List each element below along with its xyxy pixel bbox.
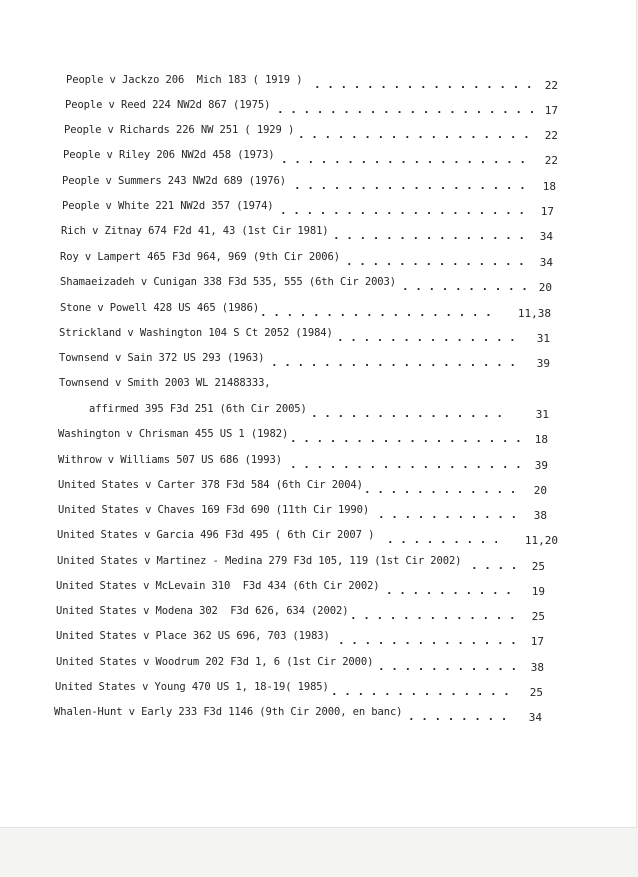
authority-entry bbox=[56, 629, 544, 651]
case-citation: People v Richards 226 NW 251 ( 1929 ) bbox=[64, 124, 295, 136]
authority-entry bbox=[64, 123, 558, 145]
page-reference: 17 bbox=[530, 635, 544, 648]
authority-entry bbox=[59, 351, 550, 373]
dot-leader bbox=[290, 432, 522, 446]
authority-entry bbox=[66, 73, 558, 95]
dot-leader bbox=[333, 229, 525, 243]
case-citation: United States v Place 362 US 696, 703 (1983) bbox=[56, 630, 330, 642]
case-citation: United States v Carter 378 F3d 584 (6th Cir 2004) bbox=[58, 479, 363, 491]
case-citation: People v Riley 206 NW2d 458 (1973) bbox=[63, 149, 275, 161]
page-reference: 39 bbox=[536, 357, 550, 370]
case-citation: People v Summers 243 NW2d 689 (1976) bbox=[62, 175, 286, 187]
page-reference: 11,38 bbox=[517, 307, 551, 320]
page-reference: 25 bbox=[529, 686, 543, 699]
dot-leader bbox=[277, 103, 543, 117]
dot-leader bbox=[260, 306, 500, 320]
case-citation: People v Reed 224 NW2d 867 (1975) bbox=[65, 99, 271, 111]
authority-entry bbox=[59, 326, 550, 348]
dot-leader bbox=[294, 179, 528, 193]
authority-entry bbox=[56, 655, 544, 677]
dot-leader bbox=[298, 128, 528, 142]
case-citation: Townsend v Smith 2003 WL 21488333, bbox=[59, 377, 271, 389]
case-citation: United States v Woodrum 202 F3d 1, 6 (1st Cir 2000) bbox=[56, 656, 374, 668]
page-reference: 22 bbox=[544, 129, 558, 142]
case-citation: United States v Martinez - Medina 279 F3d 105, 119 (1st Cir 2002) bbox=[57, 555, 462, 567]
case-citation: Rich v Zitnay 674 F2d 41, 43 (1st Cir 1981) bbox=[61, 225, 329, 237]
authority-entry bbox=[62, 174, 556, 196]
authority-entry bbox=[54, 705, 542, 727]
page-reference: 18 bbox=[542, 180, 556, 193]
page-reference: 17 bbox=[540, 205, 554, 218]
dot-leader bbox=[408, 710, 516, 724]
page-reference: 31 bbox=[536, 332, 550, 345]
page-reference: 34 bbox=[539, 256, 553, 269]
dot-leader bbox=[280, 204, 526, 218]
dot-leader bbox=[378, 660, 518, 674]
case-citation: People v Jackzo 206 Mich 183 ( 1919 ) bbox=[66, 74, 303, 86]
case-citation: United States v Garcia 496 F3d 495 ( 6th Cir 2007 ) bbox=[57, 529, 375, 541]
page-reference: 22 bbox=[544, 154, 558, 167]
page-reference: 34 bbox=[539, 230, 553, 243]
dot-leader bbox=[271, 356, 521, 370]
case-citation: Townsend v Sain 372 US 293 (1963) bbox=[59, 352, 265, 364]
dot-leader bbox=[346, 255, 526, 269]
authority-entry bbox=[56, 579, 545, 601]
authority-entry bbox=[60, 301, 551, 323]
dot-leader bbox=[364, 483, 522, 497]
case-citation: Whalen-Hunt v Early 233 F3d 1146 (9th Cir 2000, en banc) bbox=[54, 706, 403, 718]
page-reference: 31 bbox=[535, 408, 549, 421]
dot-leader bbox=[290, 458, 522, 472]
dot-leader bbox=[311, 407, 511, 421]
authority-entry bbox=[65, 98, 558, 120]
case-citation: People v White 221 NW2d 357 (1974) bbox=[62, 200, 274, 212]
authority-entry bbox=[56, 604, 545, 626]
page-reference: 18 bbox=[534, 433, 548, 446]
page-reference: 25 bbox=[531, 610, 545, 623]
page-reference: 17 bbox=[544, 104, 558, 117]
page-reference: 20 bbox=[538, 281, 552, 294]
authority-entry bbox=[61, 224, 553, 246]
case-citation: Roy v Lampert 465 F3d 964, 969 (9th Cir 2006) bbox=[60, 251, 340, 263]
case-citation: Withrow v Williams 507 US 686 (1993) bbox=[58, 454, 282, 466]
dot-leader bbox=[331, 685, 517, 699]
authority-entry bbox=[62, 199, 554, 221]
authority-entry bbox=[55, 680, 543, 702]
page-reference: 25 bbox=[531, 560, 545, 573]
page-reference: 38 bbox=[533, 509, 547, 522]
dot-leader bbox=[281, 153, 529, 167]
authority-entry bbox=[57, 528, 558, 550]
authority-entry bbox=[59, 376, 550, 398]
case-citation: Stone v Powell 428 US 465 (1986) bbox=[60, 302, 260, 314]
dot-leader bbox=[386, 584, 518, 598]
dot-leader bbox=[387, 533, 497, 547]
dot-leader bbox=[402, 280, 532, 294]
authority-entry bbox=[60, 250, 553, 272]
page-reference: 11,20 bbox=[524, 534, 558, 547]
authority-entry bbox=[58, 453, 548, 475]
authority-entry bbox=[89, 402, 549, 424]
authority-entry bbox=[58, 478, 547, 500]
case-citation: affirmed 395 F3d 251 (6th Cir 2005) bbox=[89, 403, 307, 415]
authority-entry bbox=[60, 275, 552, 297]
authority-entry bbox=[58, 503, 547, 525]
authority-entry bbox=[63, 148, 558, 170]
case-citation: United States v Modena 302 F3d 626, 634 (2002) bbox=[56, 605, 349, 617]
case-citation: Shamaeizadeh v Cunigan 338 F3d 535, 555 (6th Cir 2003) bbox=[60, 276, 396, 288]
dot-leader bbox=[350, 609, 520, 623]
page-reference: 39 bbox=[534, 459, 548, 472]
page-reference: 19 bbox=[531, 585, 545, 598]
case-citation: Strickland v Washington 104 S Ct 2052 (1984) bbox=[59, 327, 333, 339]
page-reference: 34 bbox=[528, 711, 542, 724]
case-citation: United States v McLevain 310 F3d 434 (6th Cir 2002) bbox=[56, 580, 380, 592]
dot-leader bbox=[338, 634, 518, 648]
dot-leader bbox=[337, 331, 523, 345]
page-reference: 22 bbox=[544, 79, 558, 92]
dot-leader bbox=[378, 508, 518, 522]
case-citation: United States v Young 470 US 1, 18-19( 1985) bbox=[55, 681, 329, 693]
page-reference: 20 bbox=[533, 484, 547, 497]
authority-entry bbox=[57, 554, 545, 576]
case-citation: United States v Chaves 169 F3d 690 (11th Cir 1990) bbox=[58, 504, 370, 516]
dot-leader bbox=[314, 78, 539, 92]
page-reference: 38 bbox=[530, 661, 544, 674]
dot-leader bbox=[471, 559, 519, 573]
authority-entry bbox=[58, 427, 548, 449]
case-citation: Washington v Chrisman 455 US 1 (1982) bbox=[58, 428, 289, 440]
